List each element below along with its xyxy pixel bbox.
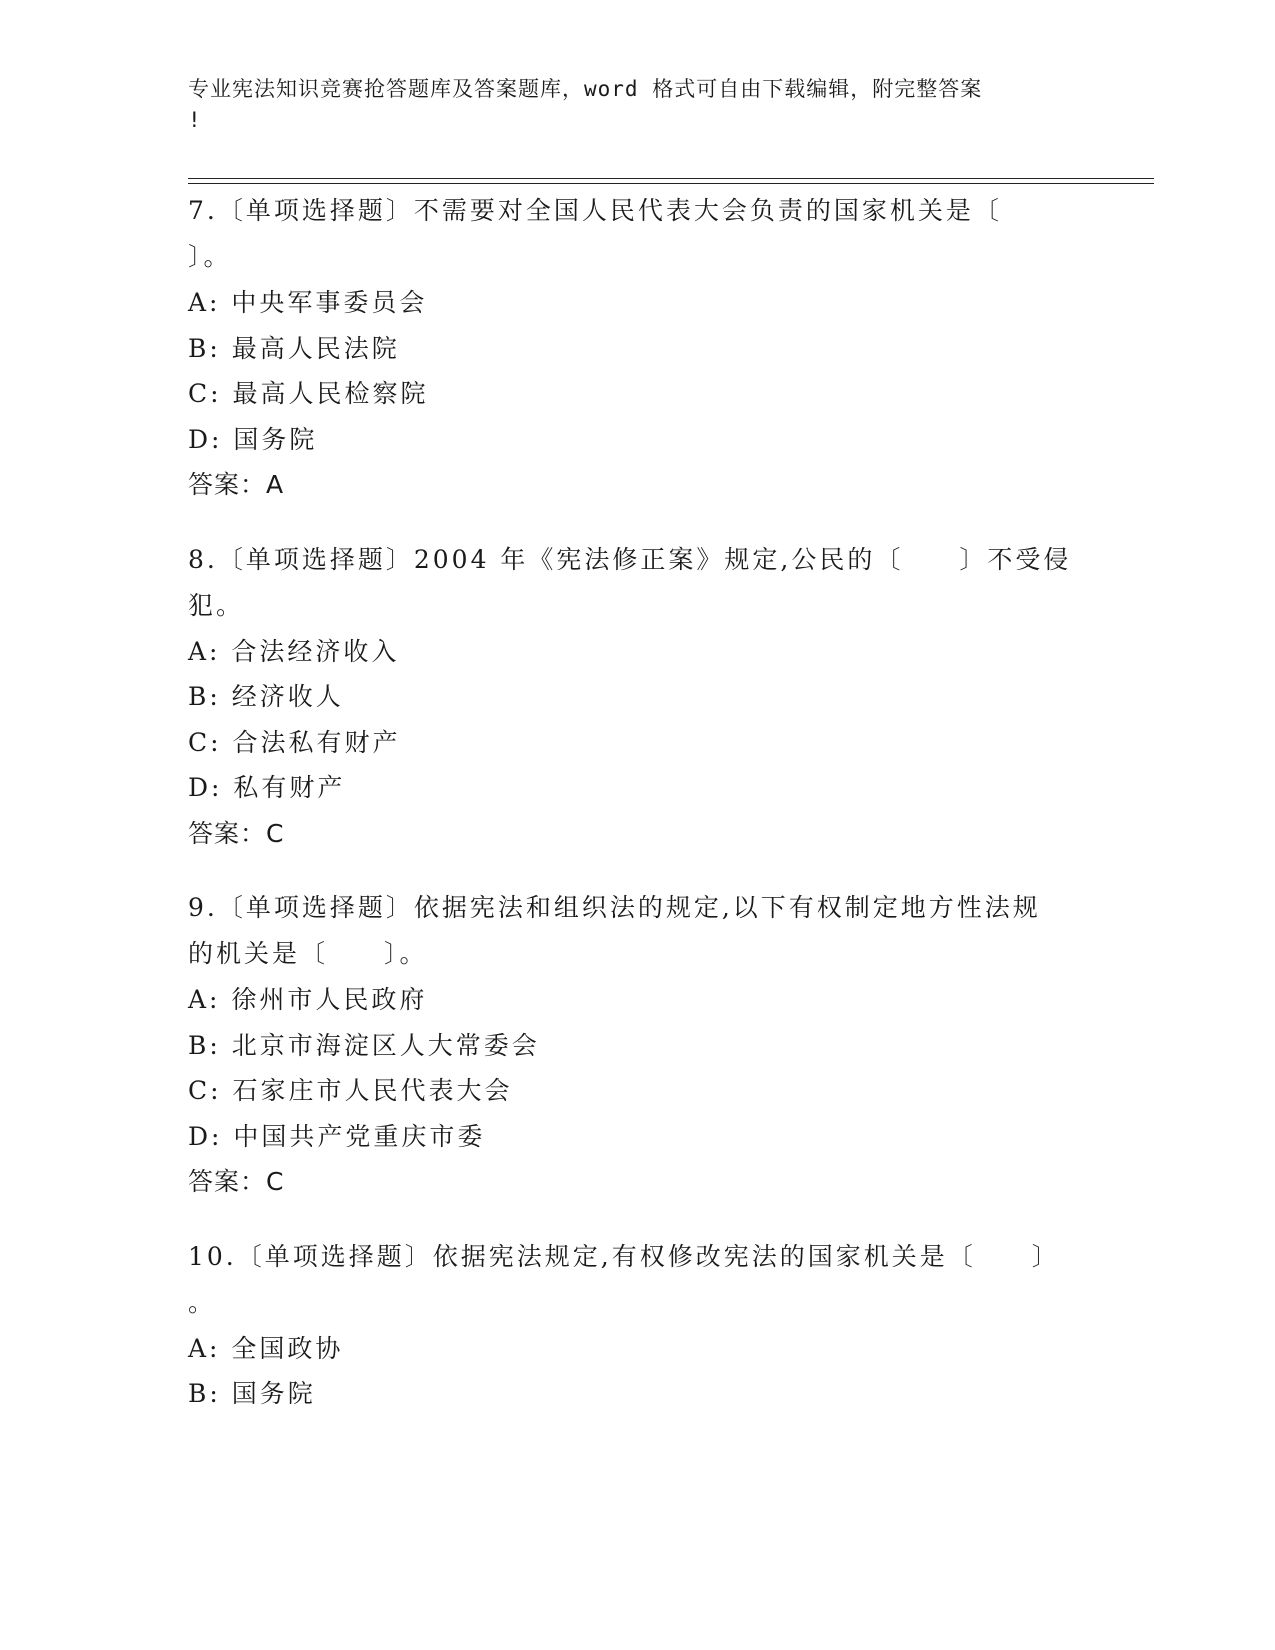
question-stem-line: 〕。 — [188, 242, 232, 271]
question-8 — [188, 537, 1088, 857]
option-b: B: 国务院 — [188, 1379, 316, 1408]
document-header — [188, 74, 1068, 136]
question-stem — [188, 537, 1088, 629]
question-stem-line: 10.〔单项选择题〕依据宪法规定,有权修改宪法的国家机关是〔 〕 — [188, 1241, 1060, 1271]
option-d: D: 国务院 — [188, 424, 318, 454]
question-stem-line: 7.〔单项选择题〕不需要对全国人民代表大会负责的国家机关是〔 — [188, 196, 1002, 225]
option-d: D: 中国共产党重庆市委 — [188, 1121, 486, 1151]
question-stem-line: 的机关是〔 〕。 — [188, 939, 428, 968]
option-a: A: 徐州市人民政府 — [188, 985, 428, 1014]
option-b: B: 经济收人 — [188, 682, 344, 711]
option-b: B: 北京市海淀区人大常委会 — [188, 1030, 540, 1060]
question-list — [188, 188, 1088, 1446]
question-9 — [188, 885, 1088, 1205]
question-stem — [188, 1234, 1088, 1326]
option-c: C: 合法私有财产 — [188, 727, 401, 757]
header-title-continuation: ! — [188, 108, 202, 132]
option-c: C: 石家庄市人民代表大会 — [188, 1076, 513, 1105]
answer-line: 答案：C — [188, 1167, 285, 1196]
option-a: A: 全国政协 — [188, 1333, 344, 1363]
question-stem-line: 。 — [188, 1287, 217, 1317]
option-b: B: 最高人民法院 — [188, 333, 400, 363]
question-stem — [188, 885, 1088, 977]
answer-line: 答案：C — [188, 818, 285, 848]
question-stem-line: 8.〔单项选择题〕2004 年《宪法修正案》规定,公民的〔 〕不受侵 — [188, 544, 1072, 574]
question-stem-line: 犯。 — [188, 590, 245, 620]
option-d: D: 私有财产 — [188, 773, 346, 802]
header-divider-top — [188, 178, 1154, 179]
option-a: A: 中央军事委员会 — [188, 288, 428, 317]
option-c: C: 最高人民检察院 — [188, 379, 429, 408]
option-a: A: 合法经济收入 — [188, 636, 400, 666]
question-7 — [188, 188, 1088, 508]
question-stem — [188, 188, 1088, 280]
answer-line: 答案：A — [188, 470, 285, 499]
question-stem-line: 9.〔单项选择题〕依据宪法和组织法的规定,以下有权制定地方性法规 — [188, 893, 1041, 922]
question-10 — [188, 1234, 1088, 1417]
header-title: 专业宪法知识竞赛抢答题库及答案题库，word 格式可自由下载编辑，附完整答案 — [188, 77, 983, 101]
header-divider-bottom — [188, 183, 1154, 184]
